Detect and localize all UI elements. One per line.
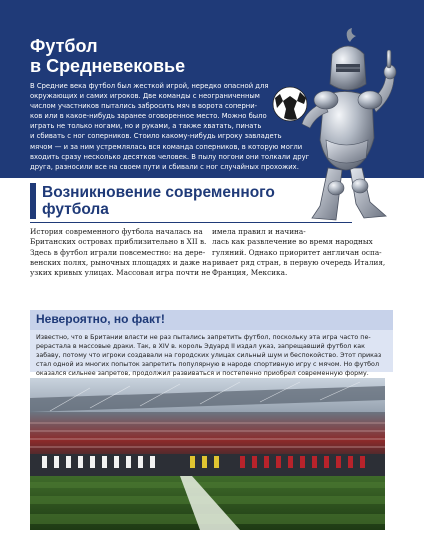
text-line: венских полях, рыночных площадях и даже на xyxy=(30,257,212,267)
text-line: лась как развлечение во время народных xyxy=(212,237,373,247)
text-line: и сбивать с ног соперников. Стоило какому-нибудь игроку завладеть xyxy=(30,132,282,141)
text-line: Франция, Мексика. xyxy=(212,268,288,278)
modern-football-title xyxy=(42,184,275,218)
text-line: числом участников пытались забросить мяч в ворота соперни- xyxy=(30,102,258,111)
text-line: мячом — и за ним устремлялась вся команда соперников, в которую могли xyxy=(30,142,303,151)
text-column-right xyxy=(212,227,390,278)
text-line: Британских островах приблизительно в XII в. xyxy=(30,237,207,247)
text-line: История современного футбола началась на xyxy=(30,227,203,236)
title-line-2: в Средневековье xyxy=(30,56,186,76)
text-line: Известно, что в Британии власти не раз пытались запретить футбол, поскольку эта игра часто пе- xyxy=(36,334,371,341)
title-line-2: футбола xyxy=(42,201,109,218)
text-line: ков или в какое-нибудь заранее оговоренное место. Можно было xyxy=(30,112,267,121)
text-column-left xyxy=(30,227,212,278)
knight-with-ball-illustration xyxy=(262,28,414,228)
title-line-1: Возникновение современного xyxy=(42,184,275,201)
text-line: имела правил и начина- xyxy=(212,227,306,236)
stadium-photo xyxy=(30,378,385,530)
text-line: узких кривых улицах. Массовая игра почти не xyxy=(30,268,211,278)
text-line: входить сразу несколько десятков человек. В пылу погони они толкали друг xyxy=(30,152,310,161)
text-line: оказался сильнее запретов, продолжил развиваться и постепенно приобрел современную форму. xyxy=(36,369,369,377)
players-row xyxy=(30,454,385,476)
text-line: В Средние века футбол был жесткой игрой, нередко опасной для xyxy=(30,82,269,90)
text-line: гуляний. Однако приоритет англичан оспа- xyxy=(212,247,382,257)
text-line: стал одной из многих попыток запретить популярную в народе спортивную игру с мячом. Но футбол xyxy=(36,360,379,368)
text-line: Здесь в футбол играли повсеместно: на дере- xyxy=(30,247,206,257)
text-line: рерастала в массовые драки. Так, в XIV в. король Эдуард II издал указ, запрещавший футбол как xyxy=(36,342,365,350)
section-divider xyxy=(30,222,352,223)
text-line: ривает ряд стран, в первую очередь Италия, xyxy=(212,257,386,267)
text-line: окружающих и самих игроков. Две команды с неограниченным xyxy=(30,92,260,101)
text-line: забаву, потому что игроки создавали на городских улицах сильный шум и беспокойство. Этот приказ xyxy=(36,351,382,359)
title-line-1: Футбол xyxy=(30,36,98,56)
medieval-football-title xyxy=(30,36,185,76)
text-line: друга, разносили все на своем пути и сбивали с ног случайных прохожих. xyxy=(30,162,299,171)
fact-box-title: Невероятно, но факт! xyxy=(36,312,165,326)
fact-box-text xyxy=(36,334,391,379)
text-line: играть не только ногами, но и руками, а также хватать, пинать xyxy=(30,122,262,131)
section-accent-bar xyxy=(30,183,36,219)
